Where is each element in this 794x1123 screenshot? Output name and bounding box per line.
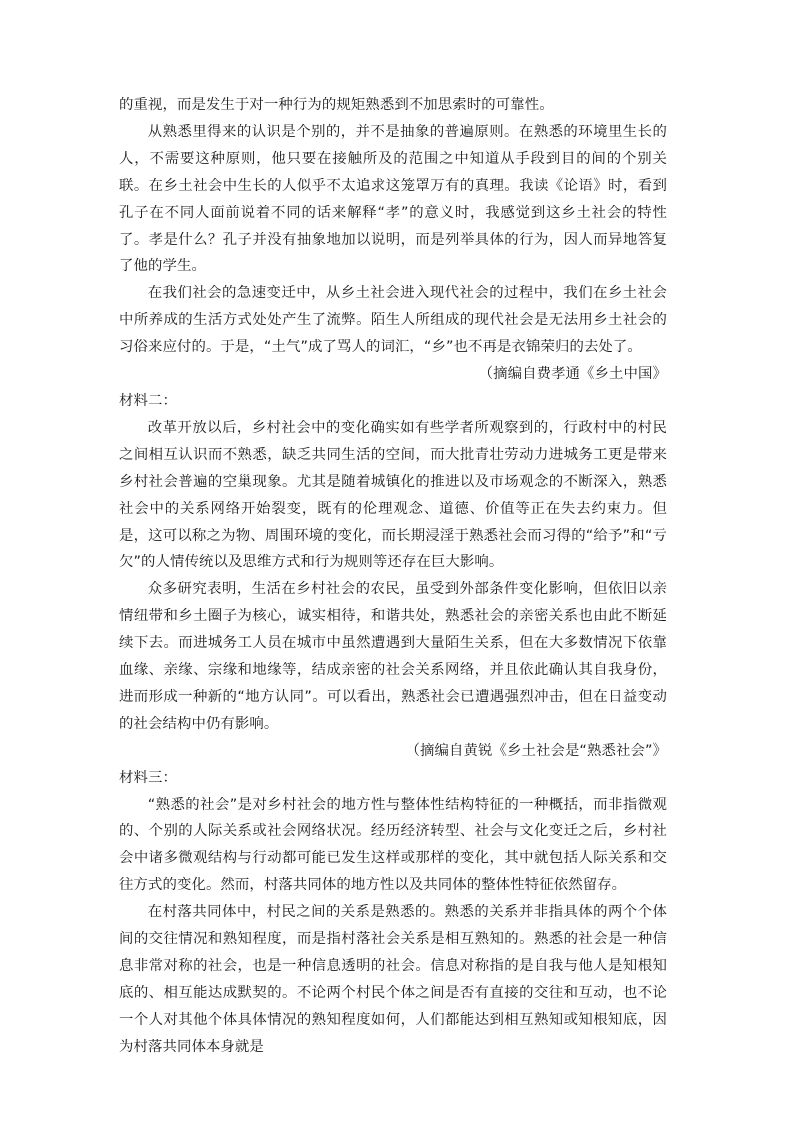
text-paragraph: 在村落共同体中，村民之间的关系是熟悉的。熟悉的关系并非指具体的两个个体间的交往情况和熟知程度，而是指村落社会关系是相互熟知的。熟悉的社会是一种信息非常对称的社会，也是一种信息透明的社会。信息对称指的是自我与他人是知根知底的、相互能达成默契的。不论两个村民个体之间是否有直接的交往和互动，也不论一个人对其他个体具体情况的熟知程度如何，人们都能达到相互熟知或知根知底，因为村落共同体本身就是 <box>119 904 667 1055</box>
text-paragraph: 在我们社会的急速变迁中，从乡土社会进入现代社会的过程中，我们在乡土社会中所养成的生活方式处处产生了流弊。陌生人所组成的现代社会是无法用乡土社会的习俗来应付的。于是，“土气”成了骂人的词汇，“乡”也不再是衣锦荣归的去处了。 <box>119 285 667 356</box>
text-paragraph: 从熟悉里得来的认识是个别的，并不是抽象的普遍原则。在熟悉的环境里生长的人，不需要这种原则，他只要在接触所及的范围之中知道从手段到目的间的个别关联。在乡土社会中生长的人似乎不太追求这笼罩万有的真理。我读《论语》时，看到孔子在不同人面前说着不同的话来解释“孝”的意义时，我感觉到这乡土社会的特性了。孝是什么？孔子并没有抽象地加以说明，而是列举具体的行为，因人而异地答复了他的学生。 <box>119 123 667 275</box>
source-citation: （摘编自黄锐《乡土社会是“熟悉社会”》 <box>405 742 667 759</box>
section-heading: 材料三： <box>119 769 177 786</box>
text-paragraph: 众多研究表明，生活在乡村社会的农民，虽受到外部条件变化影响，但依旧以亲情纽带和乡土圈子为核心，诚实相待，和谐共处，熟悉社会的亲密关系也由此不断延续下去。而进城务工人员在城市中虽然遭遇到大量陌生关系，但在大多数情况下依靠血缘、亲缘、宗缘和地缘等，结成亲密的社会关系网络，并且依此确认其自我身份，进而形成一种新的“地方认同”。可以看出，熟悉社会已遭遇强烈冲击，但在日益变动的社会结构中仍有影响。 <box>119 581 667 732</box>
text-paragraph: “熟悉的社会”是对乡村社会的地方性与整体性结构特征的一种概括，而非指微观的、个别的人际关系或社会网络状况。经历经济转型、社会与文化变迁之后，乡村社会中诸多微观结构与行动都可能已发生这样或那样的变化，其中就包括人际关系和交往方式的变化。然而，村落共同体的地方性以及共同体的整体性特征依然留存。 <box>119 796 667 894</box>
document-body <box>119 92 667 1061</box>
section-heading: 材料二： <box>119 392 177 409</box>
source-citation: （摘编自费孝通《乡土中国》 <box>478 366 667 383</box>
text-paragraph: 改革开放以后，乡村社会中的变化确实如有些学者所观察到的，行政村中的村民之间相互认识而不熟悉，缺乏共同生活的空间，而大批青壮劳动力进城务工更是带来乡村社会普遍的空巢现象。尤其是随着城镇化的推进以及市场观念的不断深入，熟悉社会中的关系网络开始裂变，既有的伦理观念、道德、价值等正在失去约束力。但是，这可以称之为物、周围环境的变化，而长期浸淫于熟悉社会而习得的“给予”和“亏欠”的人情传统以及思维方式和行为规则等还存在巨大影响。 <box>119 419 667 571</box>
text-paragraph: 的重视，而是发生于对一种行为的规矩熟悉到不加思索时的可靠性。 <box>119 97 554 113</box>
